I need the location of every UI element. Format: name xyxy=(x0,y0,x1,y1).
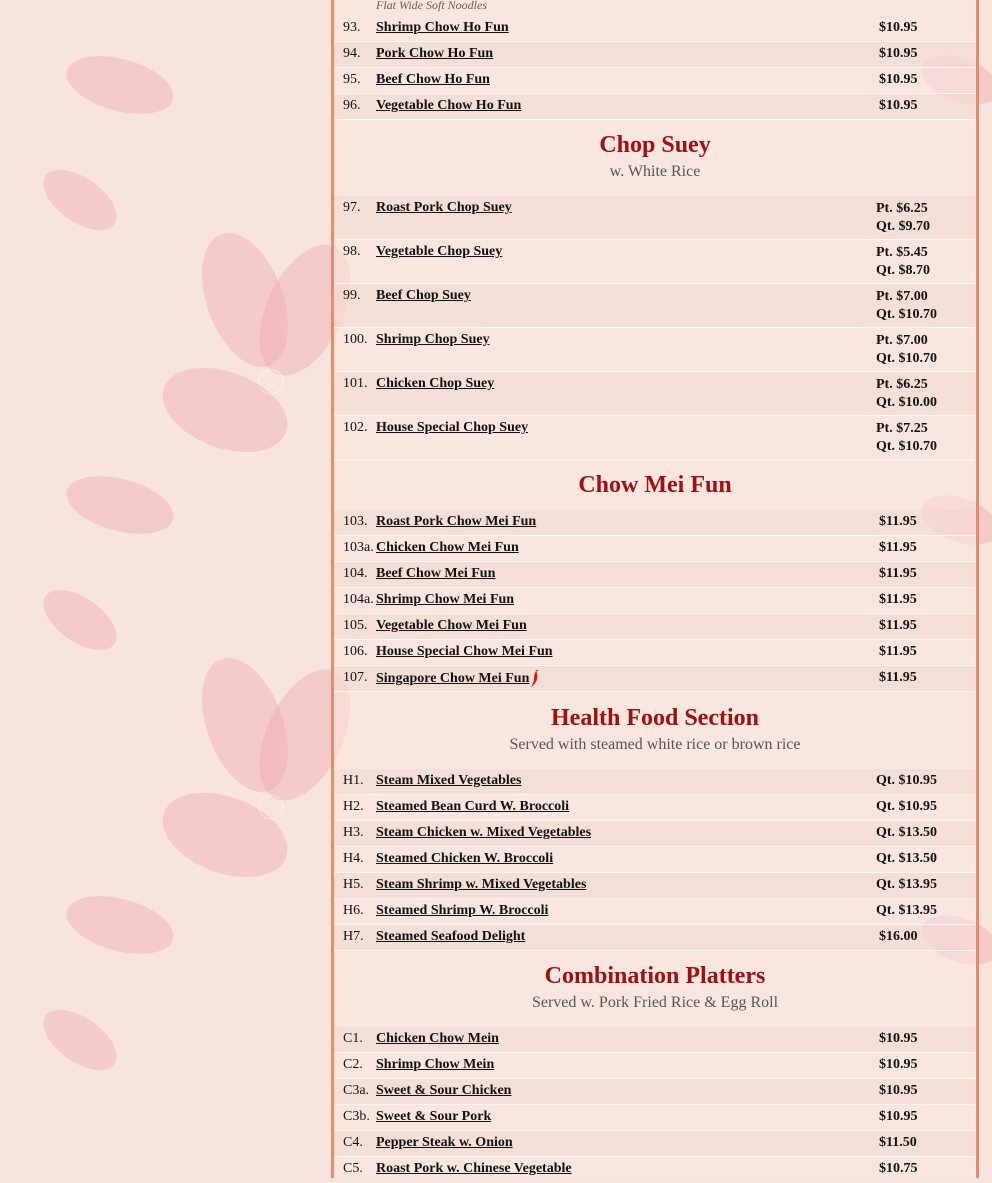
item-link[interactable]: Steamed Chicken W. Broccoli xyxy=(376,851,554,866)
item-price: $10.95 xyxy=(879,72,918,87)
item-number: C1. xyxy=(343,1031,363,1046)
item-link[interactable]: Steamed Shrimp W. Broccoli xyxy=(376,903,549,918)
item-number: 105. xyxy=(343,618,368,633)
menu-row xyxy=(334,536,976,562)
item-link[interactable]: Vegetable Chow Ho Fun xyxy=(376,98,522,113)
menu-row xyxy=(334,16,976,42)
item-number: 102. xyxy=(343,420,368,435)
item-number: H1. xyxy=(343,773,364,788)
item-link[interactable]: Shrimp Chow Mein xyxy=(376,1057,495,1072)
item-link[interactable]: House Special Chow Mei Fun xyxy=(376,644,553,659)
item-number: 100. xyxy=(343,332,368,347)
item-price: $10.95 xyxy=(879,1109,918,1124)
section-header xyxy=(334,472,976,499)
menu-row xyxy=(334,847,976,873)
item-price: $11.95 xyxy=(879,670,917,685)
item-link[interactable]: Steamed Bean Curd W. Broccoli xyxy=(376,799,570,814)
item-link[interactable]: Shrimp Chow Mei Fun xyxy=(376,592,515,607)
item-link[interactable]: Beef Chow Ho Fun xyxy=(376,72,490,87)
item-number: 107. xyxy=(343,670,368,685)
menu-row xyxy=(334,666,976,692)
menu-row xyxy=(334,510,976,536)
item-link[interactable]: Chicken Chow Mei Fun xyxy=(376,540,519,555)
item-number: 95. xyxy=(343,72,361,87)
item-link[interactable]: Roast Pork Chow Mei Fun xyxy=(376,514,537,529)
quart-price: Qt. $10.70 xyxy=(876,307,938,322)
menu-row xyxy=(334,1027,976,1053)
item-price: Qt. $13.95 xyxy=(876,877,938,892)
item-number: C3a. xyxy=(343,1083,370,1098)
item-number: H7. xyxy=(343,929,364,944)
pint-price: Pt. $5.45 xyxy=(876,245,928,260)
section-title: Combination Platters xyxy=(544,963,766,989)
menu-row xyxy=(334,372,976,416)
item-number: H4. xyxy=(343,851,364,866)
menu-row xyxy=(334,240,976,284)
item-number: C2. xyxy=(343,1057,363,1072)
menu-row xyxy=(334,196,976,240)
item-number: H5. xyxy=(343,877,364,892)
item-number: 104a. xyxy=(343,592,374,607)
item-link[interactable]: Vegetable Chop Suey xyxy=(376,244,503,259)
pint-price: Pt. $7.25 xyxy=(876,421,928,436)
item-number: H3. xyxy=(343,825,364,840)
menu-row xyxy=(334,614,976,640)
section-header xyxy=(334,705,976,754)
item-number: C5. xyxy=(343,1161,363,1176)
item-number: 99. xyxy=(343,288,361,303)
item-number: 103a. xyxy=(343,540,374,555)
item-price: $10.95 xyxy=(879,1057,918,1072)
menu-row xyxy=(334,562,976,588)
item-number: 97. xyxy=(343,200,361,215)
section-header xyxy=(334,963,976,1012)
item-price: $11.50 xyxy=(879,1135,917,1150)
section-title: Health Food Section xyxy=(551,705,759,731)
menu-panel xyxy=(331,0,979,1178)
item-price: Qt. $10.95 xyxy=(876,799,938,814)
item-number: 98. xyxy=(343,244,361,259)
item-number: 94. xyxy=(343,46,361,61)
pint-price: Pt. $6.25 xyxy=(876,201,928,216)
item-price: Qt. $13.50 xyxy=(876,825,938,840)
item-link[interactable]: Sweet & Sour Chicken xyxy=(376,1083,512,1098)
item-price: $11.95 xyxy=(879,592,917,607)
item-price: Qt. $10.95 xyxy=(876,773,938,788)
section-header xyxy=(334,132,976,181)
menu-row xyxy=(334,94,976,120)
item-price: $11.95 xyxy=(879,566,917,581)
row-divider xyxy=(334,459,976,460)
item-link[interactable]: Shrimp Chop Suey xyxy=(376,332,490,347)
menu-row xyxy=(334,1079,976,1105)
menu-row xyxy=(334,1053,976,1079)
item-price: $11.95 xyxy=(879,618,917,633)
item-link[interactable]: Pepper Steak w. Onion xyxy=(376,1135,513,1150)
quart-price: Qt. $10.00 xyxy=(876,395,938,410)
item-price: $16.00 xyxy=(879,929,918,944)
item-price: $10.75 xyxy=(879,1161,918,1176)
quart-price: Qt. $10.70 xyxy=(876,439,938,454)
item-link[interactable]: Roast Pork Chop Suey xyxy=(376,200,512,215)
item-link[interactable]: Steamed Seafood Delight xyxy=(376,929,526,944)
item-number: 96. xyxy=(343,98,361,113)
item-price: $11.95 xyxy=(879,514,917,529)
item-price: $10.95 xyxy=(879,20,918,35)
item-link[interactable]: Shrimp Chow Ho Fun xyxy=(376,20,509,35)
ho-fun-note: Flat Wide Soft Noodles xyxy=(376,0,487,12)
menu-row xyxy=(334,42,976,68)
pint-price: Pt. $7.00 xyxy=(876,333,928,348)
menu-row xyxy=(334,795,976,821)
item-number: C4. xyxy=(343,1135,363,1150)
item-link[interactable]: Steam Chicken w. Mixed Vegetables xyxy=(376,825,592,840)
menu-row xyxy=(334,588,976,614)
section-title: Chop Suey xyxy=(599,132,711,158)
menu-row xyxy=(334,1157,976,1183)
item-link[interactable]: House Special Chop Suey xyxy=(376,420,529,435)
menu-row xyxy=(334,1131,976,1157)
item-link[interactable]: Roast Pork w. Chinese Vegetable xyxy=(376,1161,572,1176)
item-link[interactable]: Chicken Chop Suey xyxy=(376,376,495,391)
quart-price: Qt. $9.70 xyxy=(876,219,931,234)
menu-row xyxy=(334,769,976,795)
menu-row xyxy=(334,416,976,460)
item-link[interactable]: Steam Mixed Vegetables xyxy=(376,773,522,788)
item-link[interactable]: Sweet & Sour Pork xyxy=(376,1109,492,1124)
menu-row xyxy=(334,925,976,951)
section-subtitle: Served with steamed white rice or brown rice xyxy=(509,736,801,753)
row-divider xyxy=(334,119,976,120)
item-link[interactable]: Vegetable Chow Mei Fun xyxy=(376,618,527,633)
item-number: 93. xyxy=(343,20,361,35)
item-number: H6. xyxy=(343,903,364,918)
item-number: 106. xyxy=(343,644,368,659)
item-price: $10.95 xyxy=(879,1083,918,1098)
menu-row xyxy=(334,284,976,328)
item-number: 101. xyxy=(343,376,368,391)
section-subtitle: w. White Rice xyxy=(609,163,701,180)
item-number: C3b. xyxy=(343,1109,370,1124)
pint-price: Pt. $7.00 xyxy=(876,289,928,304)
menu-row xyxy=(334,821,976,847)
item-price: Qt. $13.50 xyxy=(876,851,938,866)
row-divider xyxy=(334,950,976,951)
menu-row xyxy=(334,873,976,899)
item-price: $10.95 xyxy=(879,1031,918,1046)
pint-price: Pt. $6.25 xyxy=(876,377,928,392)
item-link[interactable]: Singapore Chow Mei Fun xyxy=(376,671,530,687)
item-price: $10.95 xyxy=(879,98,918,113)
item-price: $11.95 xyxy=(879,540,917,555)
item-link[interactable]: Steam Shrimp w. Mixed Vegetables xyxy=(376,877,587,892)
section-subtitle: Served w. Pork Fried Rice & Egg Roll xyxy=(531,994,779,1011)
menu-row xyxy=(334,328,976,372)
item-number: H2. xyxy=(343,799,364,814)
quart-price: Qt. $10.70 xyxy=(876,351,938,366)
quart-price: Qt. $8.70 xyxy=(876,263,931,278)
menu-row xyxy=(334,1105,976,1131)
menu-row xyxy=(334,68,976,94)
menu-row xyxy=(334,640,976,666)
item-link[interactable]: Beef Chop Suey xyxy=(376,288,471,303)
item-number: 104. xyxy=(343,566,368,581)
item-name-wrap xyxy=(376,670,540,688)
item-link[interactable]: Pork Chow Ho Fun xyxy=(376,46,494,61)
row-divider xyxy=(334,691,976,692)
section-title: Chow Mei Fun xyxy=(578,472,732,498)
item-price: $10.95 xyxy=(879,46,918,61)
hot-pepper-icon xyxy=(530,670,540,688)
menu-row xyxy=(334,899,976,925)
item-price: $11.95 xyxy=(879,644,917,659)
item-number: 103. xyxy=(343,514,368,529)
item-link[interactable]: Chicken Chow Mein xyxy=(376,1031,499,1046)
item-link[interactable]: Beef Chow Mei Fun xyxy=(376,566,496,581)
item-price: Qt. $13.95 xyxy=(876,903,938,918)
